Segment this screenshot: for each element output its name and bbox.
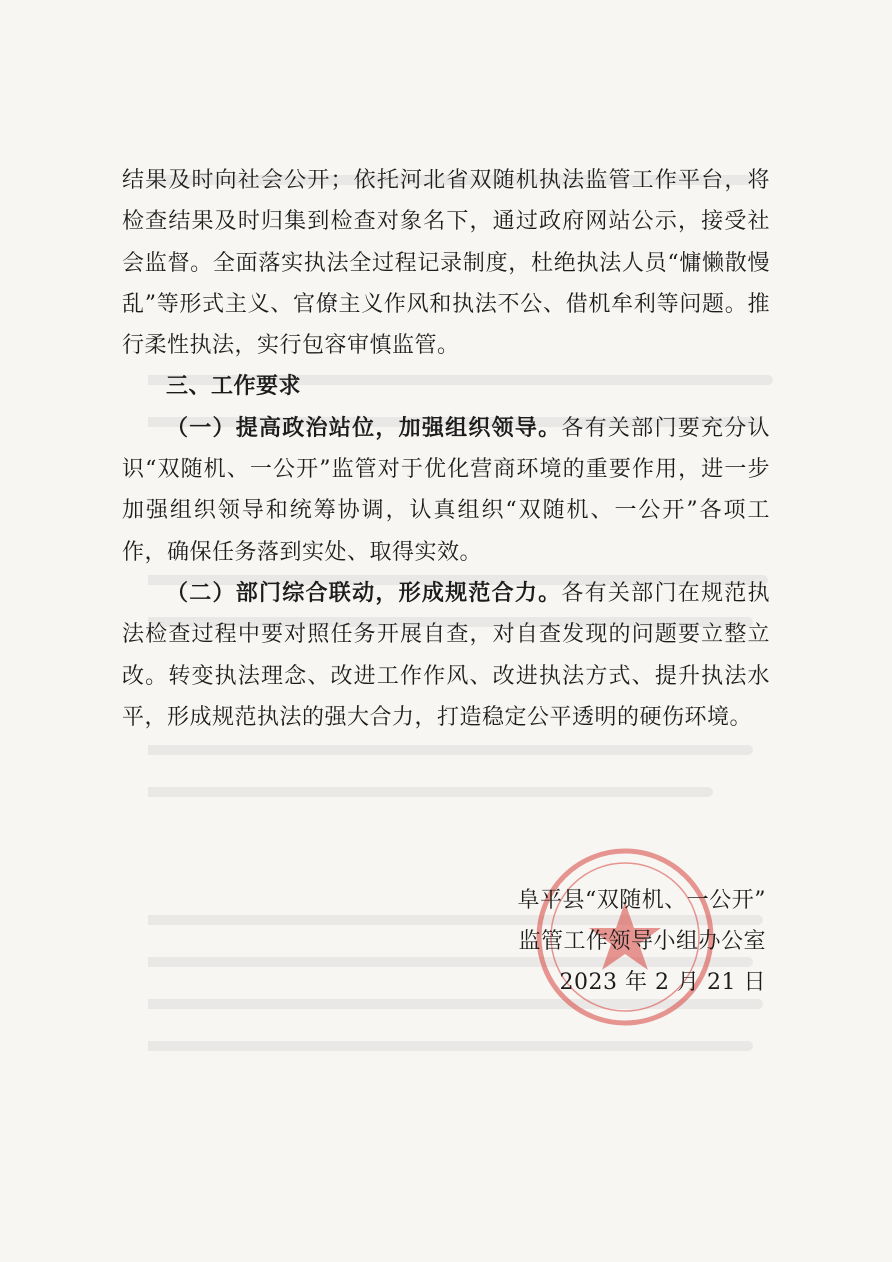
section-heading: 三、工作要求 <box>166 373 302 400</box>
item-1-lead: （一）提高政治站位，加强组织领导。 <box>166 414 562 441</box>
paragraph-continuation: 结果及时向社会公开；依托河北省双随机执法监管工作平台，将检查结果及时归集到检查对象名下，通过政府网站公示，接受社会监督。全面落实执法全过程记录制度，杜绝执法人员“慵懒散慢乱”等形式主义、官僚主义作风和执法不公、借机牟利等问题。推行柔性执法，实行包容审慎监管。 <box>122 168 770 359</box>
signature-org-line2: 监管工作领导小组办公室 <box>518 929 766 954</box>
signature-block <box>406 880 766 1003</box>
item-1-text: 各有关部门要充分认识“双随机、一公开”监管对于优化营商环境的重要作用，进一步加强组织领导和统筹协调，认真组织“双随机、一公开”各项工作，确保任务落到实处、取得实效。 <box>122 415 770 565</box>
item-2-text: 各有关部门在规范执法检查过程中要对照任务开展自查，对自查发现的问题要立整立改。转变执法理念、改进工作作风、改进执法方式、提升执法水平，形成规范执法的强大合力，打造稳定公平透明的硬伤环境。 <box>122 580 770 730</box>
body-text <box>122 160 770 738</box>
requirement-item-1 <box>122 408 770 573</box>
signature-org-line1: 阜平县“双随机、一公开” <box>517 888 766 913</box>
signature-date: 2023 年 2 月 21 日 <box>559 970 766 995</box>
item-2-lead: （二）部门综合联动，形成规范合力。 <box>166 579 562 606</box>
requirement-item-2 <box>122 573 770 738</box>
